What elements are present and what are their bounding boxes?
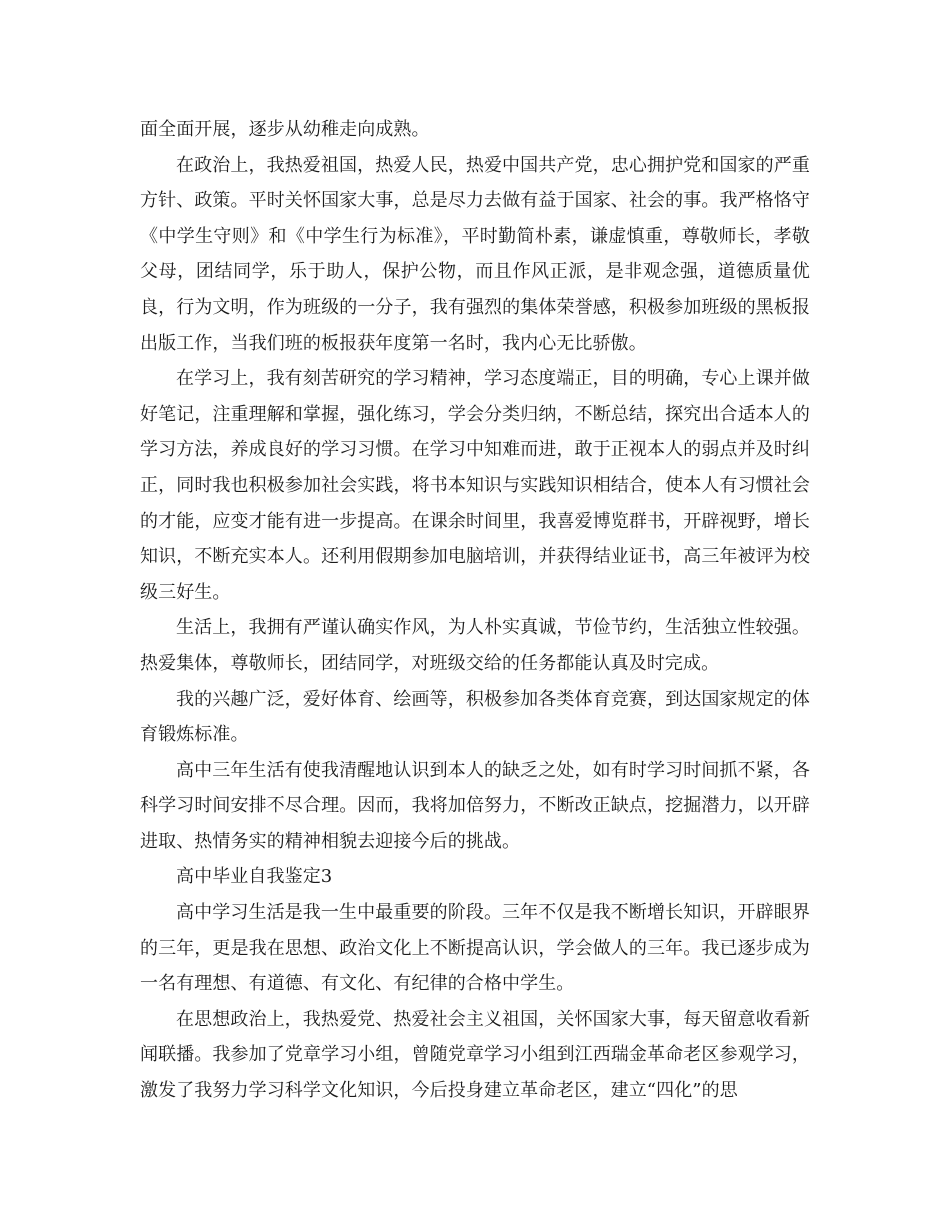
paragraph-study: 在学习上，我有刻苦研究的学习精神，学习态度端正，目的明确，专心上课并做好笔记，注重理解和掌握，强化练习，学会分类归纳，不断总结，探究出合适本人的学习方法，养成良好的学习习惯。在学习中知难而进，敢于正视本人的弱点并及时纠正，同时我也积极参加社会实践，将书本知识与实践知识相结合，使本人有习惯社会的才能，应变才能有进一步提高。在课余时间里，我喜爱博览群书，开辟视野，增长知识，不断充实本人。还利用假期参加电脑培训，并获得结业证书，高三年被评为校级三好生。	[140, 368, 810, 603]
paragraph-shortcomings: 高中三年生活有使我清醒地认识到本人的缺乏之处，如有时学习时间抓不紧，各科学习时间安排不尽合理。因而，我将加倍努力，不断改正缺点，挖掘潜力，以开辟进取、热情务实的精神相貌去迎接今后的挑战。	[140, 759, 810, 852]
paragraph-continuation: 面全面开展，逐步从幼稚走向成熟。	[140, 119, 430, 140]
section-heading: 高中毕业自我鉴定3	[176, 866, 333, 888]
paragraph-intro: 高中学习生活是我一生中最重要的阶段。三年不仅是我不断增长知识，开辟眼界的三年，更是我在思想、政治文化上不断提高认识，学会做人的三年。我已逐步成为一名有理想、有道德、有文化、有纪律的合格中学生。	[140, 902, 810, 995]
document-body	[140, 112, 810, 1109]
paragraph-ideology: 在思想政治上，我热爱党、热爱社会主义祖国，关怀国家大事，每天留意收看新闻联播。我参加了党章学习小组，曾随党章学习小组到江西瑞金革命老区参观学习，激发了我努力学习科学文化知识，今后投身建立革命老区，建立“四化”的思	[140, 1008, 810, 1102]
paragraph-politics: 在政治上，我热爱祖国，热爱人民，热爱中国共产党，忠心拥护党和国家的严重方针、政策。平时关怀国家大事，总是尽力去做有益于国家、社会的事。我严格恪守《中学生守则》和《中学生行为标准》，平时勤简朴素，谦虚慎重，尊敬师长，孝敬父母，团结同学，乐于助人，保护公物，而且作风正派，是非观念强，道德质量优良，行为文明，作为班级的一分子，我有强烈的集体荣誉感，积极参加班级的黑板报出版工作，当我们班的板报获年度第一名时，我内心无比骄傲。	[140, 154, 810, 354]
paragraph-interests: 我的兴趣广泛，爱好体育、绘画等，积极参加各类体育竞赛，到达国家规定的体育锻炼标准。	[140, 688, 810, 746]
paragraph-life: 生活上，我拥有严谨认确实作风，为人朴实真诚，节俭节约，生活独立性较强。热爱集体，尊敬师长，团结同学，对班级交给的任务都能认真及时完成。	[140, 617, 810, 674]
